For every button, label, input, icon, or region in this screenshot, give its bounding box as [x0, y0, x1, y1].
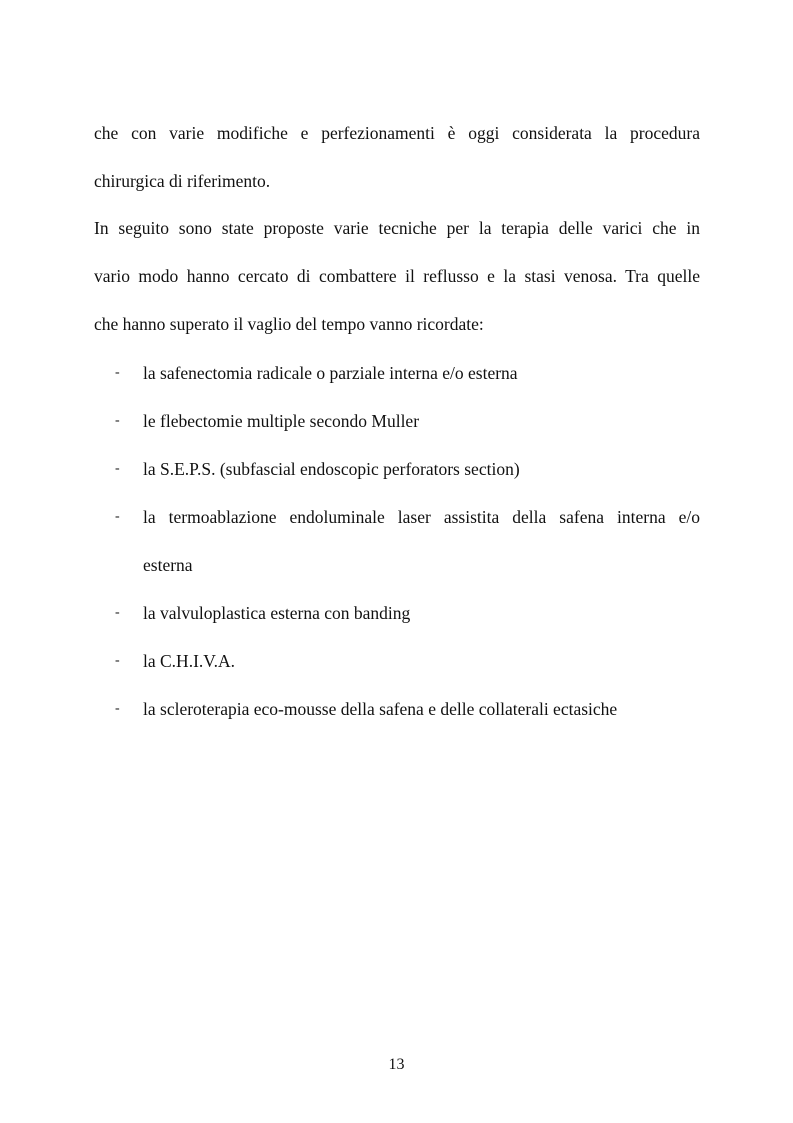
list-item-continuation: esterna: [143, 555, 193, 575]
list-item: la scleroterapia eco-mousse della safena e delle collaterali ectasiche: [143, 699, 618, 719]
list-item: la termoablazione endoluminale laser assistita della safena interna e/o: [143, 507, 700, 527]
paragraph-line: che hanno superato il vaglio del tempo vanno ricordate:: [94, 314, 484, 334]
paragraph-line: che con varie modifiche e perfezionamenti è oggi considerata la procedura: [94, 123, 700, 143]
paragraph-line: vario modo hanno cercato di combattere il reflusso e la stasi venosa. Tra quelle: [94, 266, 700, 286]
list-bullet: -: [115, 701, 120, 716]
list-item: la C.H.I.V.A.: [143, 651, 236, 671]
paragraph-line: In seguito sono state proposte varie tecniche per la terapia delle varici che in: [94, 218, 700, 238]
list-bullet: -: [115, 653, 120, 668]
list-bullet: -: [115, 461, 120, 476]
page-number: 13: [388, 1056, 405, 1073]
list-item: la safenectomia radicale o parziale interna e/o esterna: [143, 363, 518, 383]
list-item: le flebectomie multiple secondo Muller: [143, 411, 420, 431]
list-bullet: -: [115, 605, 120, 620]
paragraph-line: chirurgica di riferimento.: [94, 171, 271, 191]
list-bullet: -: [115, 365, 120, 380]
list-item: la valvuloplastica esterna con banding: [143, 603, 411, 623]
list-bullet: -: [115, 509, 120, 524]
list-bullet: -: [115, 413, 120, 428]
list-item: la S.E.P.S. (subfascial endoscopic perforators section): [143, 459, 520, 479]
